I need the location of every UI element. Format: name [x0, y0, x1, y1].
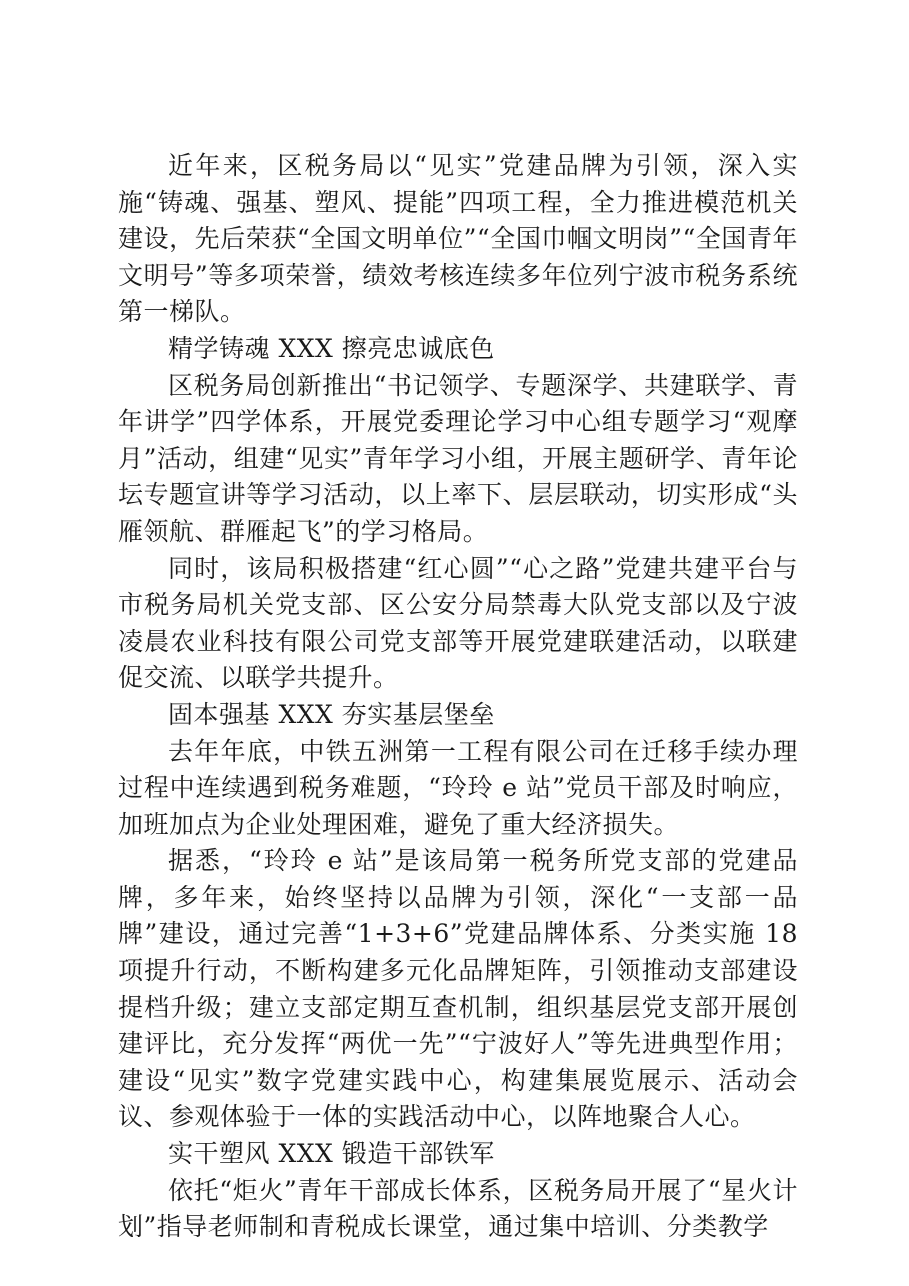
- section-1-paragraph-1: 区税务局创新推出“书记领学、专题深学、共建联学、青年讲学”四学体系，开展党委理论学习中心组专题学习“观摩月”活动，组建“见实”青年学习小组，开展主题研学、青年论坛专题宣讲等学习活动，以上率下、层层联动，切实形成“头雁领航、群雁起飞”的学习格局。: [118, 370, 798, 546]
- section-1-paragraph-2: 同时，该局积极搭建“红心圆”“心之路”党建共建平台与市税务局机关党支部、区公安分局禁毒大队党支部以及宁波凌晨农业科技有限公司党支部等开展党建联建活动，以联建促交流、以联学共提升。: [118, 553, 798, 693]
- section-3-paragraph-1: 依托“炬火”青年干部成长体系，区税务局开展了“星火计划”指导老师制和青税成长课堂，通过集中培训、分类教学: [118, 1175, 798, 1242]
- section-heading-1: 精学铸魂 XXX 擦亮忠诚底色: [168, 333, 495, 363]
- document-body: [118, 148, 798, 1246]
- intro-paragraph: 近年来，区税务局以“见实”党建品牌为引领，深入实施“铸魂、强基、塑风、提能”四项工程，全力推进模范机关建设，先后荣获“全国文明单位”“全国巾帼文明岗”“全国青年文明号”等多项荣誉，绩效考核连续多年位列宁波市税务系统第一梯队。: [118, 151, 798, 327]
- section-2-paragraph-1: 去年年底，中铁五洲第一工程有限公司在迁移手续办理过程中连续遇到税务难题，“玲玲 e 站”党员干部及时响应，加班加点为企业处理困难，避免了重大经济损失。: [118, 736, 798, 839]
- section-heading-2: 固本强基 XXX 夯实基层堡垒: [168, 699, 495, 729]
- section-heading-3: 实干塑风 XXX 锻造干部铁军: [168, 1139, 495, 1169]
- section-2-paragraph-2: 据悉，“玲玲 e 站”是该局第一税务所党支部的党建品牌，多年来，始终坚持以品牌为引领，深化“一支部一品牌”建设，通过完善“1+3+6”党建品牌体系、分类实施 18 项提升行动，不断构建多元化品牌矩阵，引领推动支部建设提档升级；建立支部定期互查机制，组织基层党支部开展创建评比，充分发挥“两优一先”“宁波好人”等先进典型作用；建设“见实”数字党建实践中心，构建集展览展示、活动会议、参观体验于一体的实践活动中心，以阵地聚合人心。: [118, 846, 798, 1132]
